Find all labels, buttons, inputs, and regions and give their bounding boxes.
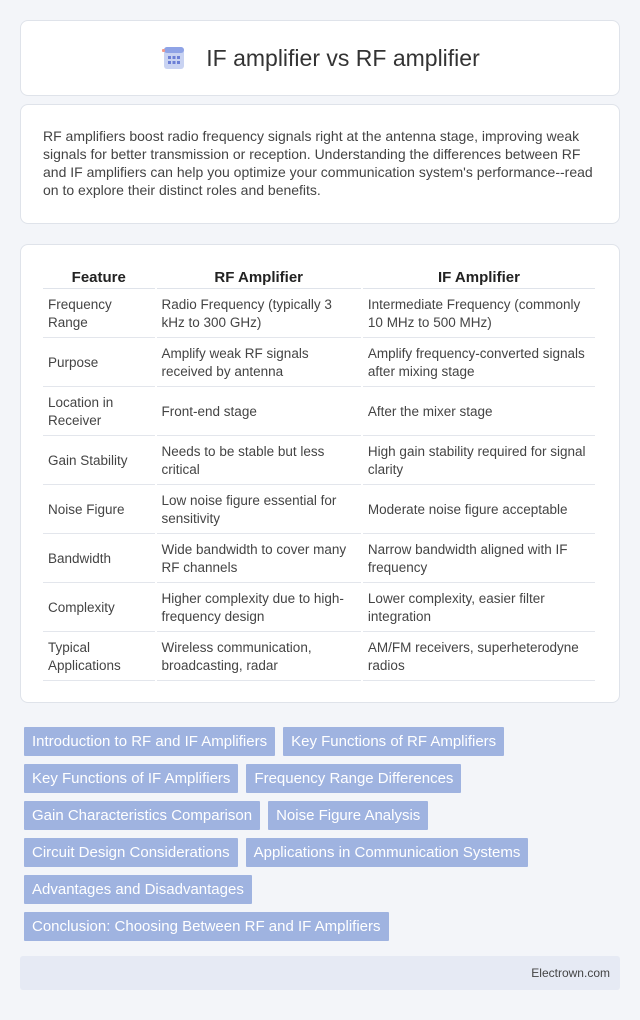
if-cell: High gain stability required for signal clarity <box>363 438 595 485</box>
table-header-row <box>43 267 595 289</box>
feature-cell: Typical Applications <box>43 634 155 681</box>
table-row <box>43 291 595 338</box>
feature-cell: Location in Receiver <box>43 389 155 436</box>
if-cell: Moderate noise figure acceptable <box>363 487 595 534</box>
tag-circuit-design[interactable]: Circuit Design Considerations <box>24 838 238 867</box>
header-if: IF Amplifier <box>363 267 595 289</box>
feature-cell: Bandwidth <box>43 536 155 583</box>
tag-frequency-range[interactable]: Frequency Range Differences <box>246 764 461 793</box>
table-row <box>43 585 595 632</box>
intro-card <box>20 104 620 224</box>
table-row <box>43 536 595 583</box>
rf-cell: Wide bandwidth to cover many RF channels <box>157 536 361 583</box>
title-card <box>20 20 620 96</box>
topic-tags <box>24 727 624 949</box>
feature-cell: Frequency Range <box>43 291 155 338</box>
tag-if-functions[interactable]: Key Functions of IF Amplifiers <box>24 764 238 793</box>
rf-cell: Amplify weak RF signals received by antenna <box>157 340 361 387</box>
intro-text: RF amplifiers boost radio frequency signals right at the antenna stage, improving weak signals for better transmission or reception. Understanding the differences between RF and IF amplifiers can help you optimize your communication system's performance--read on to explore their distinct roles and benefits. <box>43 128 593 198</box>
footer-site[interactable]: Electrown.com <box>531 966 610 980</box>
rf-cell: Front-end stage <box>157 389 361 436</box>
rf-cell: Wireless communication, broadcasting, radar <box>157 634 361 681</box>
grid-document-icon <box>160 44 188 72</box>
if-cell: Amplify frequency-converted signals after mixing stage <box>363 340 595 387</box>
table-row <box>43 487 595 534</box>
tag-applications[interactable]: Applications in Communication Systems <box>246 838 529 867</box>
rf-cell: Radio Frequency (typically 3 kHz to 300 GHz) <box>157 291 361 338</box>
page-title: IF amplifier vs RF amplifier <box>206 44 480 71</box>
feature-cell: Purpose <box>43 340 155 387</box>
if-cell: After the mixer stage <box>363 389 595 436</box>
header-feature: Feature <box>43 267 155 289</box>
feature-cell: Noise Figure <box>43 487 155 534</box>
comparison-table-card <box>20 244 620 703</box>
rf-cell: Higher complexity due to high-frequency design <box>157 585 361 632</box>
comparison-table <box>41 265 597 683</box>
tag-advantages[interactable]: Advantages and Disadvantages <box>24 875 252 904</box>
header-rf: RF Amplifier <box>157 267 361 289</box>
if-cell: Intermediate Frequency (commonly 10 MHz to 500 MHz) <box>363 291 595 338</box>
rf-cell: Low noise figure essential for sensitivity <box>157 487 361 534</box>
tag-conclusion[interactable]: Conclusion: Choosing Between RF and IF Amplifiers <box>24 912 389 941</box>
tag-introduction[interactable]: Introduction to RF and IF Amplifiers <box>24 727 275 756</box>
table-row <box>43 340 595 387</box>
if-cell: AM/FM receivers, superheterodyne radios <box>363 634 595 681</box>
footer <box>20 956 620 990</box>
feature-cell: Complexity <box>43 585 155 632</box>
tag-rf-functions[interactable]: Key Functions of RF Amplifiers <box>283 727 504 756</box>
if-cell: Narrow bandwidth aligned with IF frequency <box>363 536 595 583</box>
feature-cell: Gain Stability <box>43 438 155 485</box>
table-row <box>43 389 595 436</box>
table-row <box>43 634 595 681</box>
rf-cell: Needs to be stable but less critical <box>157 438 361 485</box>
tag-gain-comparison[interactable]: Gain Characteristics Comparison <box>24 801 260 830</box>
table-row <box>43 438 595 485</box>
if-cell: Lower complexity, easier filter integration <box>363 585 595 632</box>
tag-noise-figure[interactable]: Noise Figure Analysis <box>268 801 428 830</box>
